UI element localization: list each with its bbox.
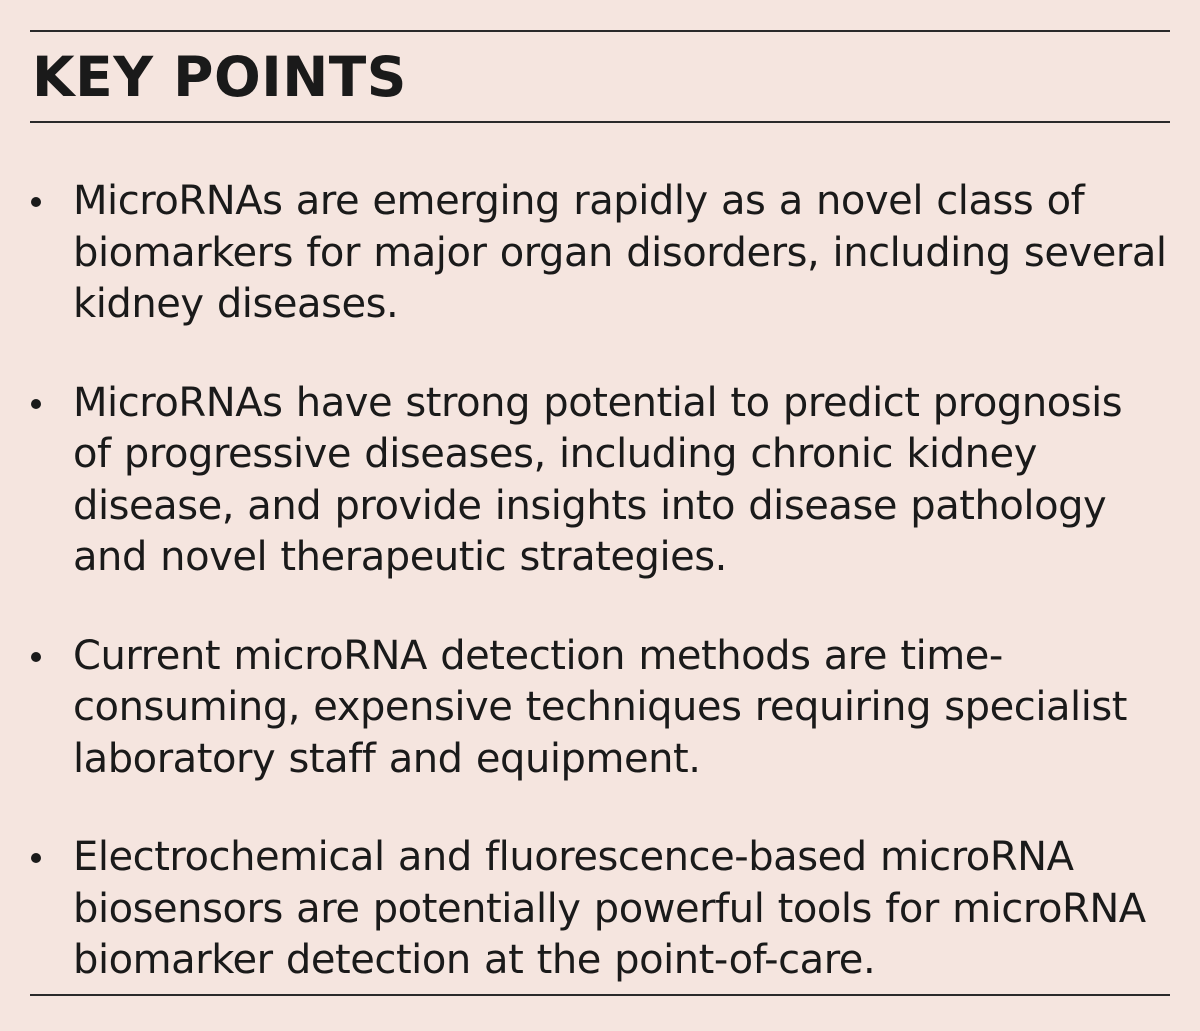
bullet-icon xyxy=(31,399,41,409)
key-points-list xyxy=(30,176,1170,987)
list-item xyxy=(30,378,1170,584)
list-item-text: MicroRNAs have strong potential to predict prognosis of progressive diseases, including chronic kidney disease, and provide insights into disease pathology and novel therapeutic strategies. xyxy=(73,379,1123,580)
heading-divider xyxy=(30,121,1170,123)
bullet-icon xyxy=(31,652,41,662)
list-item-text: Current microRNA detection methods are time-consuming, expensive techniques requiring specialist laboratory staff and equipment. xyxy=(73,632,1127,782)
bullet-icon xyxy=(31,853,41,863)
bottom-divider xyxy=(30,994,1170,996)
list-item xyxy=(30,631,1170,786)
list-item xyxy=(30,832,1170,987)
page-title: KEY POINTS xyxy=(32,45,407,109)
bullet-icon xyxy=(31,197,41,207)
list-item xyxy=(30,176,1170,331)
list-item-text: Electrochemical and fluorescence-based microRNA biosensors are potentially powerful tools for microRNA biomarker detection at the point-of-care. xyxy=(73,834,1146,983)
list-item-text: MicroRNAs are emerging rapidly as a novel class of biomarkers for major organ disorders, including several kidney diseases. xyxy=(73,178,1167,327)
top-divider xyxy=(30,30,1170,32)
